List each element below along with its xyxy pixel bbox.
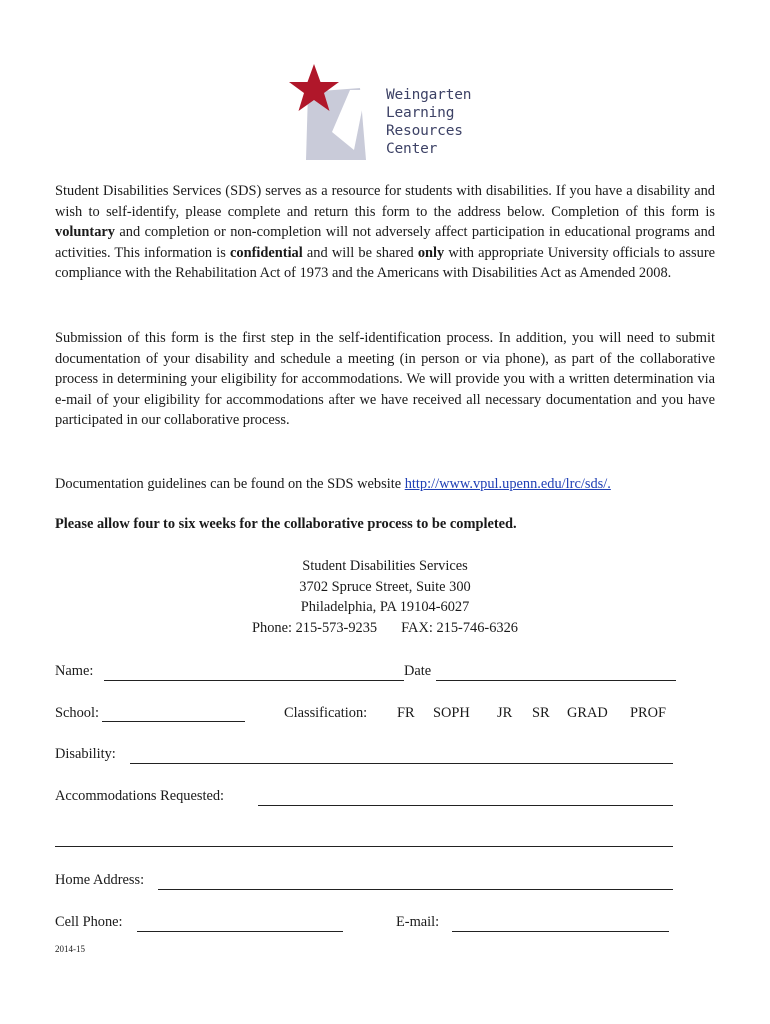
guidelines-text: Documentation guidelines can be found on the SDS website	[55, 476, 405, 492]
address-org: Student Disabilities Services	[302, 558, 468, 574]
cell-phone-field[interactable]	[137, 931, 343, 932]
class-option-sr[interactable]: SR	[532, 705, 550, 721]
accommodations-field[interactable]	[258, 805, 673, 806]
class-option-prof[interactable]: PROF	[630, 705, 666, 721]
intro-text: and will be shared	[302, 244, 418, 261]
address-contact	[0, 618, 770, 639]
logo-wordmark	[386, 86, 471, 158]
emphasis-confidential: confidential	[230, 244, 303, 261]
class-option-fr[interactable]: FR	[397, 705, 415, 721]
classification-label: Classification:	[284, 705, 368, 721]
name-field[interactable]	[104, 680, 404, 681]
intro-paragraph-2: Submission of this form is the first step in the self-identification process. In addition, you will need to submit documentation of your disability and schedule a meeting (in person or via phone), as part of the collaborative process in determining your eligibility for accommodations. We will provide you with a written determination via e-mail of your eligibility for accommodations after we have received all necessary documentation and you have participated in our collaborative process.	[55, 330, 715, 429]
wlrc-logo	[288, 60, 488, 168]
class-option-jr[interactable]: JR	[497, 705, 513, 721]
logo-line-1: Weingarten	[386, 87, 472, 103]
email-field[interactable]	[452, 931, 669, 932]
address-street: 3702 Spruce Street, Suite 300	[299, 578, 471, 595]
home-address-field[interactable]	[158, 889, 673, 890]
intro-text: with appropriate University officials to assure compliance with the Rehabilitation Act of 1973 and the Americans with Disabilities Act as Amended 2008.	[55, 244, 715, 282]
timeline-notice: Please allow four to six weeks for the collaborative process to be completed.	[55, 516, 517, 532]
intro-text: and completion or non-completion will not adversely affect participation in educational programs and activities. This information is	[55, 224, 715, 261]
emphasis-voluntary: voluntary	[55, 224, 115, 241]
sds-website-link[interactable]: http://www.vpul.upenn.edu/lrc/sds/.	[404, 476, 611, 492]
date-label: Date	[404, 663, 432, 679]
email-label: E-mail:	[396, 914, 440, 930]
name-label: Name:	[55, 663, 94, 679]
accommodations-field-continued[interactable]	[55, 846, 673, 847]
disability-label: Disability:	[55, 746, 116, 762]
disability-field[interactable]	[130, 763, 673, 764]
star-logo-icon	[288, 60, 384, 168]
logo-line-3: Resources	[386, 123, 463, 139]
intro-paragraph-1	[55, 181, 715, 284]
school-field[interactable]	[102, 721, 245, 722]
intro-paragraph-3	[55, 474, 715, 495]
intro-text: Student Disabilities Services (SDS) serves as a resource for students with disabilities. If you have a disability and wish to self-identify, please complete and return this form to the address below. Completion of this form is	[55, 183, 715, 220]
date-field[interactable]	[436, 680, 676, 681]
address-city: Philadelphia, PA 19104-6027	[300, 599, 470, 616]
school-label: School:	[55, 705, 99, 721]
logo-line-4: Center	[386, 141, 438, 157]
emphasis-only: only	[417, 244, 445, 261]
class-option-soph[interactable]: SOPH	[433, 705, 470, 721]
address-fax: FAX: 215-746-6326	[401, 619, 518, 636]
address-block	[0, 556, 770, 638]
home-address-label: Home Address:	[55, 872, 145, 888]
address-phone: Phone: 215-573-9235	[252, 619, 378, 636]
logo-line-2: Learning	[386, 105, 455, 121]
class-option-grad[interactable]: GRAD	[567, 705, 608, 721]
cell-phone-label: Cell Phone:	[55, 914, 123, 930]
accommodations-label: Accommodations Requested:	[55, 788, 225, 804]
form-version: 2014-15	[55, 944, 85, 954]
